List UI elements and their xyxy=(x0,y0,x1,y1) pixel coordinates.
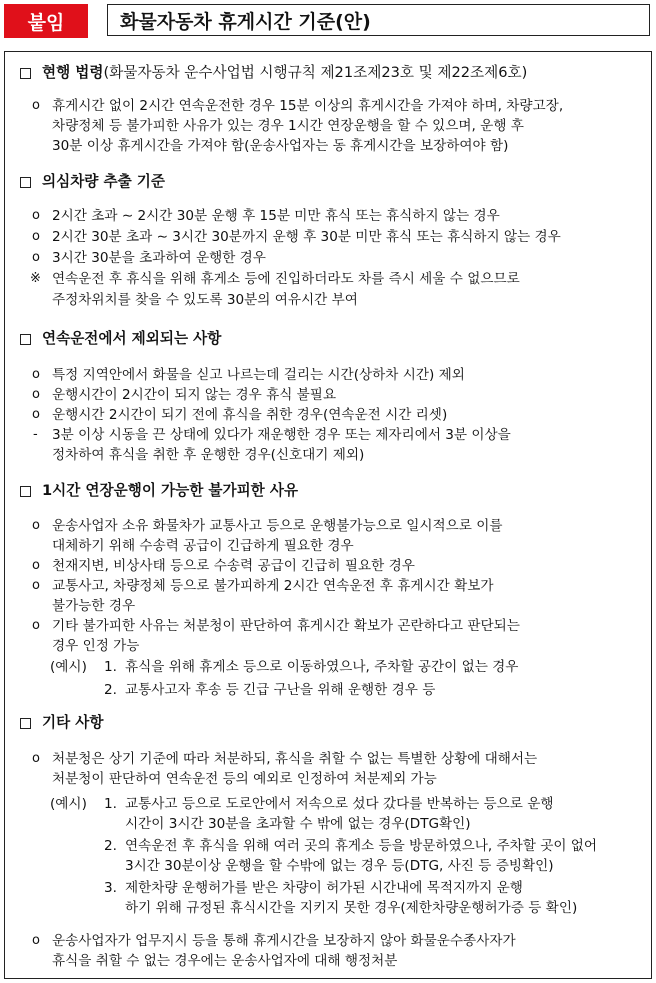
section-checkbox-icon xyxy=(20,334,31,345)
example-line: 3시간 30분이상 운행을 할 수밖에 없는 경우 등(DTG, 사진 등 증빙확인) xyxy=(125,858,554,874)
item-marker: - xyxy=(33,427,38,442)
item-marker: o xyxy=(32,407,40,422)
item-marker: o xyxy=(32,578,40,593)
item-line: 대체하기 위해 수송력 공급이 긴급하게 필요한 경우 xyxy=(52,538,354,554)
item-marker: o xyxy=(32,751,40,766)
item-marker: o xyxy=(32,387,40,402)
item-marker: o xyxy=(32,933,40,948)
section-heading-text: 기타 사항 xyxy=(42,714,104,731)
item-marker: o xyxy=(32,618,40,633)
item-marker: o xyxy=(32,208,40,223)
example-label: (예시) xyxy=(50,659,87,675)
item-line: 경우 인정 가능 xyxy=(52,638,140,654)
example-line: 교통사고자 후송 등 긴급 구난을 위해 운행한 경우 등 xyxy=(125,682,436,698)
section-heading-text: 연속운전에서 제외되는 사항 xyxy=(42,330,222,347)
example-line: 연속운전 후 휴식을 위해 여러 곳의 휴게소 등을 방문하였으나, 주차할 곳이 없어 xyxy=(125,838,598,854)
item-marker: ※ xyxy=(30,271,41,286)
section-heading-text: 1시간 연장운행이 가능한 불가피한 사유 xyxy=(42,482,299,499)
item-marker: o xyxy=(32,229,40,244)
example-line: 하기 위해 규정된 휴식시간을 지키지 못한 경우(제한차량운행허가증 등 확인) xyxy=(125,900,578,916)
item-line: 특정 지역안에서 화물을 싣고 나르는데 걸리는 시간(상하차 시간) 제외 xyxy=(52,367,465,383)
section-heading xyxy=(42,714,103,731)
example-number: 1. xyxy=(104,659,117,675)
item-line: 운송사업자 소유 화물차가 교통사고 등으로 운행불가능으로 일시적으로 이를 xyxy=(52,518,503,534)
section-checkbox-icon xyxy=(20,486,31,497)
document-header xyxy=(4,4,652,40)
item-line: 연속운전 후 휴식을 위해 휴게소 등에 진입하더라도 차를 즉시 세울 수 없으므로 xyxy=(52,271,520,287)
item-line: 교통사고, 차량정체 등으로 불가피하게 2시간 연속운전 후 휴게시간 확보가 xyxy=(52,578,494,594)
item-marker: o xyxy=(32,367,40,382)
item-line: 천재지변, 비상사태 등으로 수송력 공급이 긴급히 필요한 경우 xyxy=(52,558,415,574)
item-line: 기타 불가피한 사유는 처분청이 판단하여 휴게시간 확보가 곤란하다고 판단되는 xyxy=(52,618,520,634)
item-line: 운행시간이 2시간이 되지 않는 경우 휴식 불필요 xyxy=(52,387,337,403)
example-line: 제한차량 운행허가를 받은 차량이 허가된 시간내에 목적지까지 운행 xyxy=(125,880,523,896)
item-line: 휴식을 취할 수 없는 경우에는 운송사업자에 대해 행정처분 xyxy=(52,953,398,969)
section-heading xyxy=(42,173,165,190)
item-marker: o xyxy=(32,518,40,533)
item-line: 불가능한 경우 xyxy=(52,598,136,614)
item-line: 3시간 30분을 초과하여 운행한 경우 xyxy=(52,250,266,266)
section-heading xyxy=(42,330,221,347)
section-heading-text: 의심차량 추출 기준 xyxy=(42,173,165,190)
item-line: 차량정체 등 불가피한 사유가 있는 경우 1시간 연장운행을 할 수 있으며, 운행 후 xyxy=(52,118,524,134)
item-line: 처분청은 상기 기준에 따라 처분하되, 휴식을 취할 수 없는 특별한 상황에 대해서는 xyxy=(52,751,538,767)
section-checkbox-icon xyxy=(20,718,31,729)
example-line: 시간이 3시간 30분을 초과할 수 밖에 없는 경우(DTG확인) xyxy=(125,816,471,832)
item-line: 운행시간 2시간이 되기 전에 휴식을 취한 경우(연속운전 시간 리셋) xyxy=(52,407,448,423)
section-heading-note: (화물자동차 운수사업법 시행규칙 제21조제23호 및 제22조제6호) xyxy=(103,64,528,81)
section-heading-text: 현행 법령 xyxy=(42,64,104,81)
item-line: 주정차위치를 찾을 수 있도록 30분의 여유시간 부여 xyxy=(52,292,358,308)
section-checkbox-icon xyxy=(20,177,31,188)
item-line: 처분청이 판단하여 연속운전 등의 예외로 인정하여 처분제외 가능 xyxy=(52,771,437,787)
item-line: 정차하여 휴식을 취한 후 운행한 경우(신호대기 제외) xyxy=(52,447,365,463)
item-line: 3분 이상 시동을 끈 상태에 있다가 재운행한 경우 또는 제자리에서 3분 이상을 xyxy=(52,427,511,443)
section-heading xyxy=(42,64,527,81)
page-title: 화물자동차 휴게시간 기준(안) xyxy=(107,4,650,36)
example-number: 1. xyxy=(104,796,117,812)
example-line: 교통사고 등으로 도로안에서 저속으로 섰다 갔다를 반복하는 등으로 운행 xyxy=(125,796,554,812)
example-number: 2. xyxy=(104,682,117,698)
item-line: 휴게시간 없이 2시간 연속운전한 경우 15분 이상의 휴게시간을 가져야 하며, 차량고장, xyxy=(52,98,564,114)
section-heading xyxy=(42,482,298,499)
item-marker: o xyxy=(32,250,40,265)
item-line: 2시간 30분 초과 ∼ 3시간 30분까지 운행 후 30분 미만 휴식 또는 휴식하지 않는 경우 xyxy=(52,229,561,245)
item-line: 운송사업자가 업무지시 등을 통해 휴게시간을 보장하지 않아 화물운수종사자가 xyxy=(52,933,516,949)
section-checkbox-icon xyxy=(20,68,31,79)
item-marker: o xyxy=(32,98,40,113)
item-marker: o xyxy=(32,558,40,573)
item-line: 2시간 초과 ∼ 2시간 30분 운행 후 15분 미만 휴식 또는 휴식하지 않는 경우 xyxy=(52,208,500,224)
example-number: 3. xyxy=(104,880,117,896)
example-label: (예시) xyxy=(50,796,87,812)
example-line: 휴식을 위해 휴게소 등으로 이동하였으나, 주차할 공간이 없는 경우 xyxy=(125,659,519,675)
item-line: 30분 이상 휴게시간을 가져야 함(운송사업자는 동 휴게시간을 보장하여야 함) xyxy=(52,138,509,154)
attachment-tag: 붙임 xyxy=(4,4,88,38)
example-number: 2. xyxy=(104,838,117,854)
